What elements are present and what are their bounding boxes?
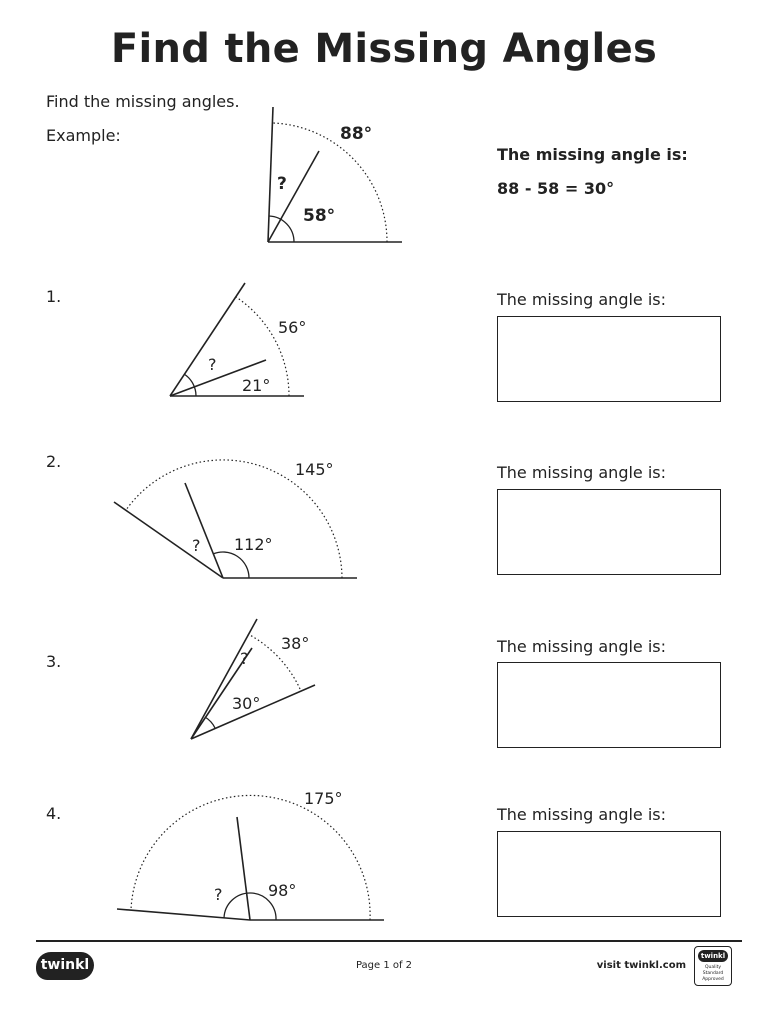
footer-divider <box>36 940 742 942</box>
question-2-number: 2. <box>46 452 62 471</box>
q2-unknown-label: ? <box>192 536 201 555</box>
example-known-label: 58° <box>303 206 336 226</box>
question-2-prompt: The missing angle is: <box>497 463 667 482</box>
question-3-number: 3. <box>46 652 62 671</box>
q4-known-label: 98° <box>268 881 297 900</box>
question-1-diagram <box>170 283 307 396</box>
page-title: Find the Missing Angles <box>110 26 658 72</box>
badge-logo: twinkl <box>698 950 728 962</box>
q2-known-label: 112° <box>234 535 273 554</box>
question-4-answer-box[interactable] <box>497 831 721 917</box>
question-1-prompt: The missing angle is: <box>497 290 667 309</box>
instruction-text: Find the missing angles. <box>46 92 240 111</box>
q3-known-label: 30° <box>232 694 261 713</box>
example-answer-working: 88 - 58 = 30° <box>497 179 615 198</box>
logo-text: twinkl <box>40 957 90 973</box>
page-number: Page 1 of 2 <box>355 960 413 971</box>
q1-unknown-label: ? <box>208 355 217 374</box>
example-label: Example: <box>46 126 121 145</box>
q1-known-label: 21° <box>242 376 271 395</box>
q1-total-label: 56° <box>278 318 307 337</box>
example-answer-heading: The missing angle is: <box>497 145 688 164</box>
question-4-number: 4. <box>46 804 62 823</box>
q4-unknown-label: ? <box>214 885 223 904</box>
question-1-number: 1. <box>46 287 62 306</box>
badge-text: Quality Standard Approved <box>702 965 724 982</box>
example-unknown-label: ? <box>277 174 287 194</box>
visit-link[interactable]: visit twinkl.com <box>596 960 686 971</box>
q2-total-label: 145° <box>295 460 334 479</box>
question-3-answer-box[interactable] <box>497 662 721 748</box>
q4-total-label: 175° <box>304 789 343 808</box>
q3-unknown-label: ? <box>240 649 249 668</box>
question-1-answer-box[interactable] <box>497 316 721 402</box>
question-4-diagram <box>117 795 384 920</box>
question-3-prompt: The missing angle is: <box>497 637 667 656</box>
example-total-label: 88° <box>340 124 373 144</box>
quality-badge <box>694 946 732 986</box>
question-2-answer-box[interactable] <box>497 489 721 575</box>
q3-total-label: 38° <box>281 634 310 653</box>
question-4-prompt: The missing angle is: <box>497 805 667 824</box>
